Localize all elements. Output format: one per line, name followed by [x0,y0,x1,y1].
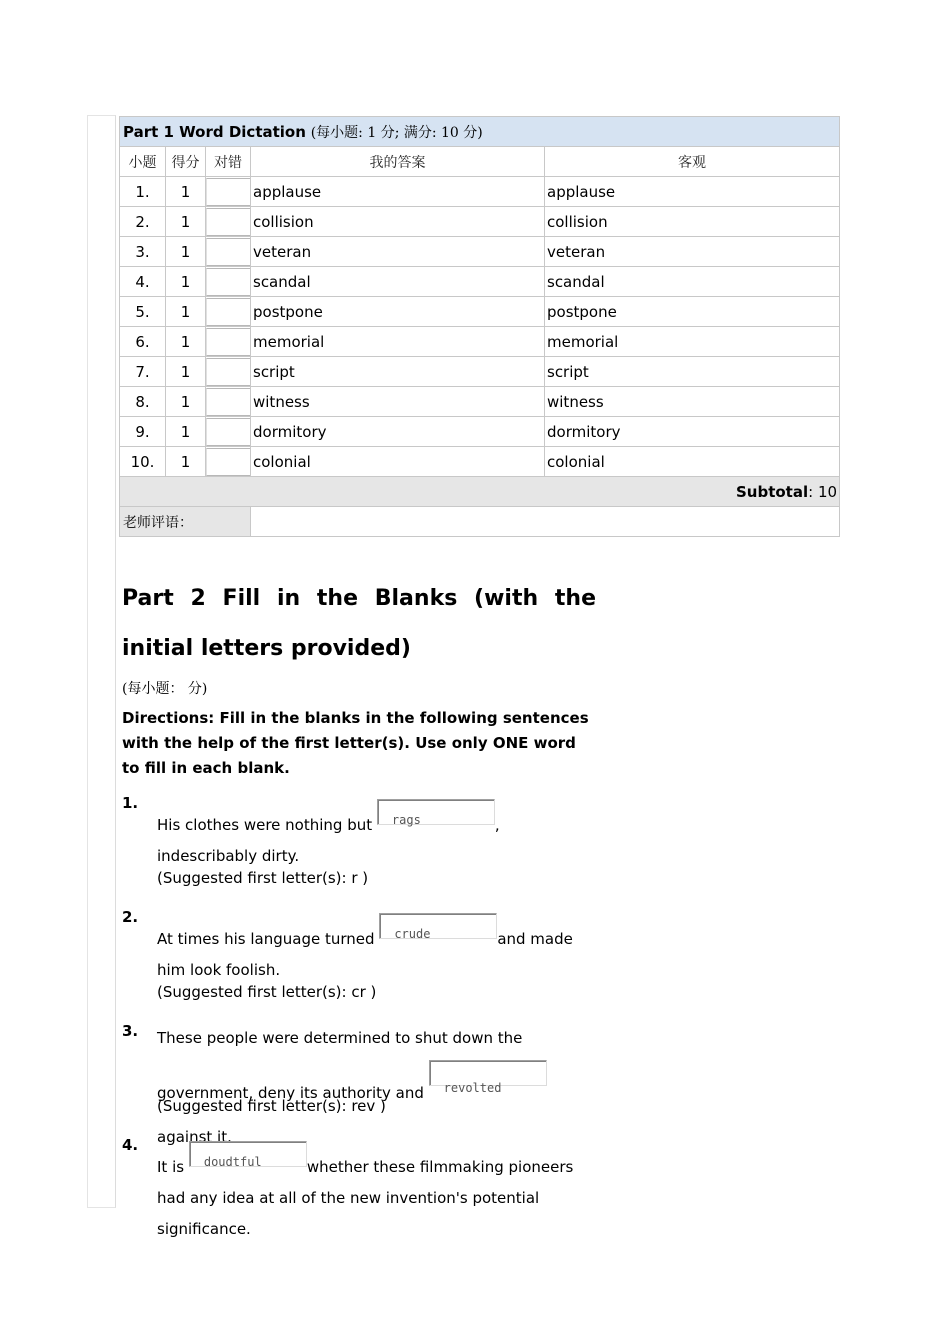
col-question: 小题 [120,147,166,177]
row-correct-mark [206,447,251,477]
row-key-answer: applause [545,177,840,207]
table-row [120,177,840,207]
row-key-answer: collision [545,207,840,237]
table-row [120,207,840,237]
row-score: 1 [166,447,206,477]
row-key-answer: memorial [545,327,840,357]
question-3-number: 3. [122,1022,139,1040]
question-2-answer-field[interactable]: crude [379,913,497,939]
row-score: 1 [166,327,206,357]
row-score: 1 [166,417,206,447]
row-my-answer: dormitory [251,417,545,447]
part2-directions: Directions: Fill in the blanks in the following sentences with the help of the first letter(s). Use only ONE word to fill in each blank. [122,709,589,777]
teacher-comment-value [251,507,840,537]
row-number: 7. [120,357,166,387]
table-row [120,387,840,417]
word-dictation-table [119,116,840,537]
row-score: 1 [166,267,206,297]
row-correct-mark [206,417,251,447]
row-correct-mark [206,177,251,207]
question-4-answer-field[interactable]: doudtful [189,1141,307,1167]
question-4-text [157,1141,597,1245]
row-correct-mark [206,207,251,237]
row-number: 6. [120,327,166,357]
question-1-text [157,799,597,872]
question-1-after: , indescribably dirty. [157,816,500,865]
row-score: 1 [166,207,206,237]
row-correct-mark [206,387,251,417]
row-key-answer: veteran [545,237,840,267]
row-correct-mark [206,327,251,357]
question-3-after: against it. [157,1128,232,1146]
part1-scoring: (每小题: 1 分; 满分: 10 分) [310,124,483,141]
table-row [120,297,840,327]
part1-title: Part 1 Word Dictation [123,122,306,141]
row-score: 1 [166,237,206,267]
col-key: 客观 [545,147,840,177]
row-number: 8. [120,387,166,417]
row-correct-mark [206,357,251,387]
table-row [120,237,840,267]
question-1-hint: (Suggested first letter(s): r ) [157,869,369,887]
row-correct-mark [206,267,251,297]
row-number: 4. [120,267,166,297]
row-my-answer: veteran [251,237,545,267]
row-key-answer: script [545,357,840,387]
row-my-answer: memorial [251,327,545,357]
row-key-answer: witness [545,387,840,417]
table-row [120,357,840,387]
column-headers [120,147,840,177]
part2-title: Part 2 Fill in the Blanks (with the initial letters provided) [122,586,596,661]
row-key-answer: scandal [545,267,840,297]
question-3-before: These people were determined to shut down the government, deny its authority and [157,1029,523,1102]
row-number: 1. [120,177,166,207]
question-3-answer-field[interactable]: revolted [429,1060,547,1086]
question-2-after: and made him look foolish. [157,930,573,979]
question-3-hint: (Suggested first letter(s): rev ) [157,1097,386,1115]
table-row [120,327,840,357]
row-my-answer: colonial [251,447,545,477]
row-number: 9. [120,417,166,447]
question-2-number: 2. [122,908,139,926]
row-number: 2. [120,207,166,237]
row-my-answer: witness [251,387,545,417]
row-number: 3. [120,237,166,267]
row-key-answer: postpone [545,297,840,327]
subtotal-row [120,477,840,507]
col-my-answer: 我的答案 [251,147,545,177]
question-2-hint: (Suggested first letter(s): cr ) [157,983,377,1001]
table-row [120,267,840,297]
question-3-text [157,1016,601,1159]
row-score: 1 [166,357,206,387]
question-4-number: 4. [122,1136,139,1154]
row-score: 1 [166,387,206,417]
col-correct: 对错 [206,147,251,177]
row-score: 1 [166,177,206,207]
row-number: 10. [120,447,166,477]
question-1-number: 1. [122,794,139,812]
question-1-answer-field[interactable]: rags [377,799,495,825]
row-score: 1 [166,297,206,327]
part1-header [120,117,840,147]
subtotal-label: Subtotal [735,482,809,501]
row-key-answer: dormitory [545,417,840,447]
part2-scoring: (每小题： 分) [122,681,208,697]
teacher-comment-row [120,507,840,537]
row-my-answer: scandal [251,267,545,297]
question-4-after: whether these filmmaking pioneers had any idea at all of the new invention's potential significance. [157,1158,574,1238]
teacher-comment-label: 老师评语： [120,507,251,537]
table-row [120,447,840,477]
row-correct-mark [206,237,251,267]
left-margin-rail [87,115,116,1208]
row-my-answer: collision [251,207,545,237]
row-my-answer: postpone [251,297,545,327]
question-1-before: His clothes were nothing but [157,816,373,834]
col-score: 得分 [166,147,206,177]
table-row [120,417,840,447]
row-my-answer: script [251,357,545,387]
question-2-text [157,913,597,986]
question-2-before: At times his language turned [157,930,375,948]
subtotal-value: : 10 [808,482,838,501]
row-key-answer: colonial [545,447,840,477]
row-correct-mark [206,297,251,327]
question-4-before: It is [157,1158,185,1176]
row-my-answer: applause [251,177,545,207]
row-number: 5. [120,297,166,327]
